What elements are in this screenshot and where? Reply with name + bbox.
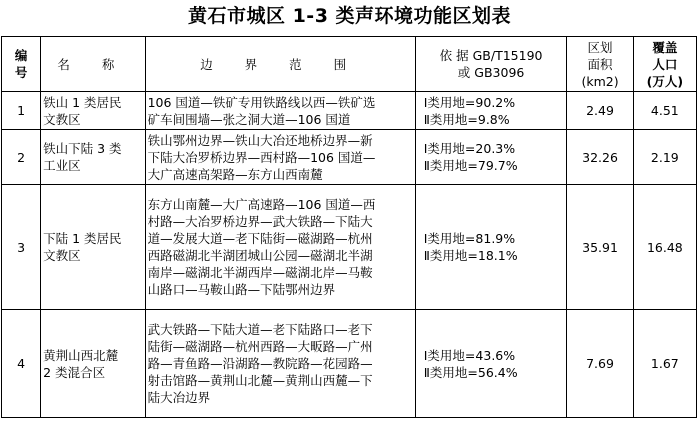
zone-population: 16.48 — [633, 185, 696, 310]
row-number: 2 — [2, 130, 41, 185]
zone-population: 2.19 — [633, 130, 696, 185]
row-number: 3 — [2, 185, 41, 310]
zone-boundary: 铁山鄂州边界—铁山大冶还地桥边界—新 下陆大冶罗桥边界—西村路—106 国道— 大广高速高架路—东方山西南麓 — [145, 130, 415, 185]
land-use-basis: Ⅰ类用地=90.2% Ⅱ类用地=9.8% — [415, 92, 567, 130]
table-row — [2, 185, 697, 310]
header-population: 覆盖 人口 (万人) — [633, 37, 696, 92]
header-boundary: 边 界 范 围 — [145, 37, 415, 92]
table-title: 黄石市城区 1-3 类声环境功能区划表 — [187, 5, 512, 27]
table-row — [2, 130, 697, 185]
zone-name: 铁山 1 类居民 文教区 — [41, 92, 145, 130]
land-use-basis: Ⅰ类用地=43.6% Ⅱ类用地=56.4% — [415, 310, 567, 418]
noise-zoning-table — [1, 36, 697, 418]
zone-name: 黄荆山西北麓 2 类混合区 — [41, 310, 145, 418]
zone-population: 1.67 — [633, 310, 696, 418]
header-basis: 依 据 GB/T15190 或 GB3096 — [415, 37, 567, 92]
row-number: 1 — [2, 92, 41, 130]
zone-area: 32.26 — [567, 130, 633, 185]
zone-name: 铁山下陆 3 类 工业区 — [41, 130, 145, 185]
header-area: 区划 面积 (km2) — [567, 37, 633, 92]
zone-boundary: 武大铁路—下陆大道—老下陆路口—老下 陆街—磁湖路—杭州西路—大畈路—广州 路—青鱼路—沿湖路—教院路—花园路— 射击馆路—黄荆山北麓—黄荆山西麓—下 陆大冶边界 — [145, 310, 415, 418]
table-row — [2, 92, 697, 130]
header-name: 名 称 — [41, 37, 145, 92]
table-row — [2, 310, 697, 418]
zone-population: 4.51 — [633, 92, 696, 130]
zone-boundary: 东方山南麓—大广高速路—106 国道—西 村路—大冶罗桥边界—武大铁路—下陆大 道—发展大道—老下陆街—磁湖路—杭州 西路磁湖北半湖团城山公园—磁湖北半湖 南岸—磁湖北半湖西岸—磁湖北岸—马鞍 山路口—马鞍山路—下陆鄂州边界 — [145, 185, 415, 310]
zone-area: 7.69 — [567, 310, 633, 418]
header-number: 编 号 — [2, 37, 41, 92]
row-number: 4 — [2, 310, 41, 418]
land-use-basis: Ⅰ类用地=81.9% Ⅱ类用地=18.1% — [415, 185, 567, 310]
zone-boundary: 106 国道—铁矿专用铁路线以西—铁矿选 矿车间围墙—张之洞大道—106 国道 — [145, 92, 415, 130]
header-row — [2, 37, 697, 92]
zone-name: 下陆 1 类居民 文教区 — [41, 185, 145, 310]
zone-area: 35.91 — [567, 185, 633, 310]
zone-area: 2.49 — [567, 92, 633, 130]
land-use-basis: Ⅰ类用地=20.3% Ⅱ类用地=79.7% — [415, 130, 567, 185]
